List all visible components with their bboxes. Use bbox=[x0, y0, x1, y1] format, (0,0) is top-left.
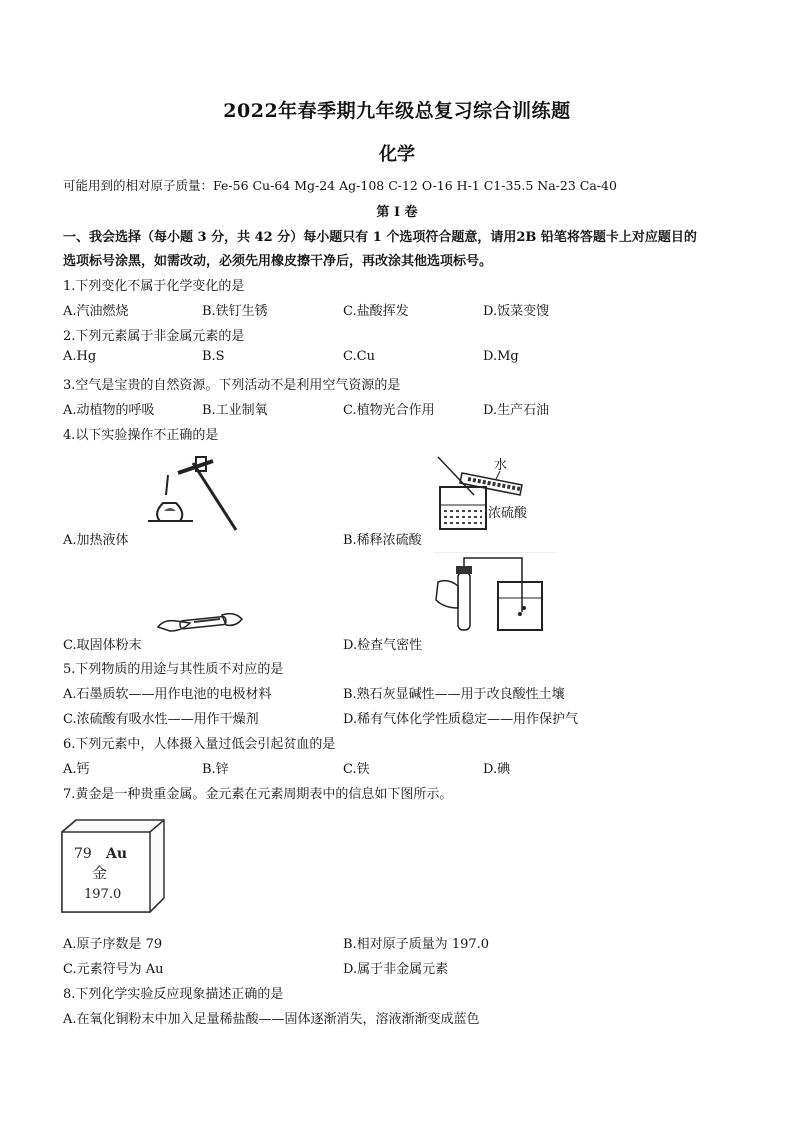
q7-option-d: D.属于非金属元素 bbox=[343, 962, 449, 977]
section-instructions-2: 选项标号涂黑，如需改动，必须先用橡皮擦干净后，再改涂其他选项标号。 bbox=[63, 254, 493, 269]
q3-option-d: D.生产石油 bbox=[483, 403, 550, 418]
q5-option-d: D.稀有气体化学性质稳定——用作保护气 bbox=[343, 712, 579, 727]
element-name: 金 bbox=[92, 864, 108, 882]
q2-option-a: A.Hg bbox=[63, 349, 97, 364]
q6-option-a: A.钙 bbox=[63, 762, 90, 777]
q1-option-c: C.盐酸挥发 bbox=[343, 304, 409, 319]
question-3-stem: 3.空气是宝贵的自然资源。下列活动不是利用空气资源的是 bbox=[63, 378, 401, 393]
q6-option-c: C.铁 bbox=[343, 762, 370, 777]
question-2-stem: 2.下列元素属于非金属元素的是 bbox=[63, 329, 245, 344]
airtightness-figure bbox=[430, 552, 560, 634]
q3-option-a: A.动植物的呼吸 bbox=[63, 403, 155, 418]
question-6-stem: 6.下列元素中，人体摄入量过低会引起贫血的是 bbox=[63, 737, 336, 752]
water-label: 水 bbox=[494, 458, 508, 473]
question-8-stem: 8.下列化学实验反应现象描述正确的是 bbox=[63, 987, 284, 1002]
q1-option-b: B.铁钉生锈 bbox=[202, 304, 268, 319]
element-card-figure bbox=[60, 818, 170, 914]
q2-option-b: B.S bbox=[202, 349, 225, 364]
q3-option-b: B.工业制氧 bbox=[202, 403, 268, 418]
section-instructions-1: 一、我会选择（每小题 3 分，共 42 分）每小题只有 1 个选项符合题意，请用2B 铅笔将答题卡上对应题目的 bbox=[63, 230, 697, 245]
q1-option-d: D.饭菜变馊 bbox=[483, 304, 550, 319]
q4-option-c: C.取固体粉末 bbox=[63, 638, 142, 653]
q1-option-a: A.汽油燃烧 bbox=[63, 304, 129, 319]
q4-option-a: A.加热液体 bbox=[63, 533, 129, 548]
q6-option-d: D.碘 bbox=[483, 762, 511, 777]
q5-option-a: A.石墨质软——用作电池的电极材料 bbox=[63, 687, 272, 702]
q5-option-c: C.浓硫酸有吸水性——用作干燥剂 bbox=[63, 712, 259, 727]
element-number: 79 bbox=[74, 846, 92, 862]
element-symbol: Au bbox=[106, 846, 128, 862]
q7-option-a: A.原子序数是 79 bbox=[63, 937, 163, 952]
subject-title: 化学 bbox=[379, 144, 415, 165]
heating-liquid-figure bbox=[138, 455, 248, 535]
atomic-masses: 可能用到的相对原子质量：Fe-56 Cu-64 Mg-24 Ag-108 C-12 O-16 H-1 C1-35.5 Na-23 Ca-40 bbox=[63, 178, 617, 193]
element-mass: 197.0 bbox=[84, 887, 122, 902]
page-title: 2022年春季期九年级总复习综合训练题 bbox=[223, 100, 571, 122]
acid-label: 浓硫酸 bbox=[488, 506, 528, 521]
q4-option-b: B.稀释浓硫酸 bbox=[343, 533, 422, 548]
q4-option-d: D.检查气密性 bbox=[343, 638, 423, 653]
q5-option-b: B.熟石灰显碱性——用于改良酸性土壤 bbox=[343, 687, 565, 702]
solid-powder-figure bbox=[150, 605, 250, 640]
question-7-stem: 7.黄金是一种贵重金属。金元素在元素周期表中的信息如下图所示。 bbox=[63, 787, 453, 802]
question-4-stem: 4.以下实验操作不正确的是 bbox=[63, 428, 219, 443]
q2-option-d: D.Mg bbox=[483, 349, 519, 364]
q3-option-c: C.植物光合作用 bbox=[343, 403, 435, 418]
q7-option-b: B.相对原子质量为 197.0 bbox=[343, 937, 490, 952]
q7-option-c: C.元素符号为 Au bbox=[63, 962, 164, 977]
diluting-acid-figure bbox=[434, 455, 564, 535]
q6-option-b: B.锌 bbox=[202, 762, 229, 777]
q8-option-a: A.在氧化铜粉末中加入足量稀盐酸——固体逐渐消失，溶液渐渐变成蓝色 bbox=[63, 1012, 480, 1027]
volume-heading: 第 I 卷 bbox=[376, 205, 418, 220]
question-5-stem: 5.下列物质的用途与其性质不对应的是 bbox=[63, 662, 284, 677]
question-1-stem: 1.下列变化不属于化学变化的是 bbox=[63, 279, 245, 294]
q2-option-c: C.Cu bbox=[343, 349, 375, 364]
